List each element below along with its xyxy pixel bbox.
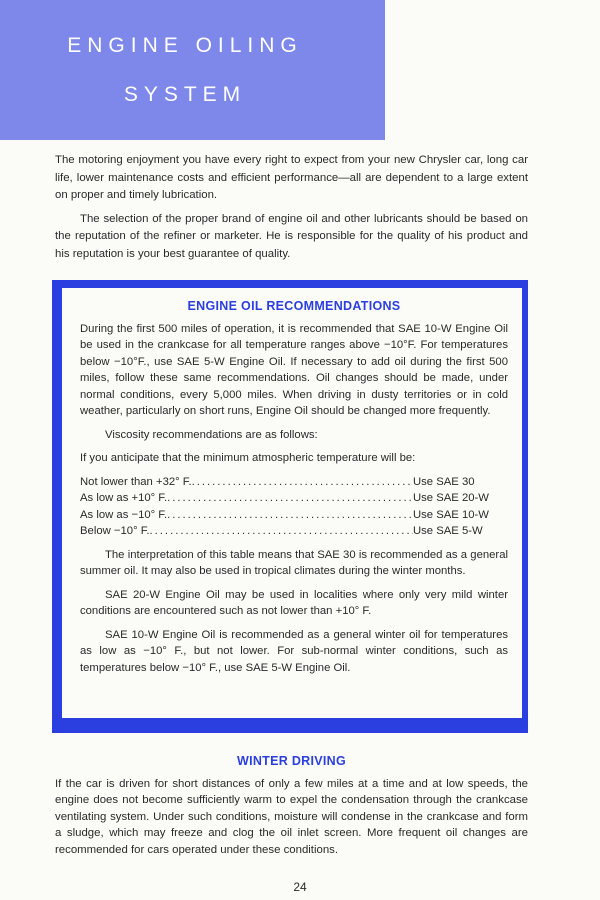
winter-driving-heading: WINTER DRIVING	[236, 754, 347, 768]
page-number: 24	[293, 880, 307, 894]
recommendations-box	[52, 280, 528, 733]
chapter-title-line2: SYSTEM	[123, 83, 247, 106]
viscosity-row	[80, 507, 508, 524]
body-paragraph: If the car is driven for short distances of only a few miles at a time and at low speeds, the engine does not become sufficiently warm to expel the condensation through the crankcase ventilating system. Under such conditions, moisture will condense in the crankcase and form a sludge, which may freeze and clog the oil inlet screen. More frequent oil changes are recommended for cars operated under these conditions.	[55, 777, 528, 856]
viscosity-row	[80, 490, 508, 507]
body-paragraph: Viscosity recommendations are as follows:	[105, 428, 318, 441]
leader-dots	[167, 507, 413, 524]
leader-dots	[192, 474, 413, 491]
temperature-condition: Not lower than +32° F.	[80, 475, 192, 488]
recommendations-box-inner	[62, 288, 522, 718]
body-paragraph: SAE 10-W Engine Oil is recommended as a general winter oil for temperatures as low as −10° F., but not lower. For sub-normal winter conditions, such as temperatures below −10° F., use SAE 5-W Engine Oil.	[80, 628, 508, 674]
intro-paragraph: The motoring enjoyment you have every right to expect from your new Chrysler car, long car life, lower maintenance costs and efficient performance—all are dependent to a large extent on proper and timely lubrication.	[55, 154, 528, 201]
viscosity-table	[80, 474, 508, 540]
body-paragraph: If you anticipate that the minimum atmospheric temperature will be:	[80, 452, 416, 464]
viscosity-row	[80, 523, 508, 540]
oil-grade: Use SAE 20-W	[413, 492, 489, 504]
oil-grade: Use SAE 10-W	[413, 508, 489, 521]
chapter-banner	[0, 0, 385, 140]
viscosity-row	[80, 474, 508, 491]
chapter-title-line1: ENGINE OILING	[67, 34, 303, 57]
oil-grade: Use SAE 30	[413, 475, 475, 488]
body-paragraph: During the first 500 miles of operation, it is recommended that SAE 10-W Engine Oil be used in the crankcase for all temperature ranges above −10°F. For temperatures below −10°F., use SAE 5-W Engine Oil. If necessary to add oil during the first 500 miles, follow these same recommendations. Oil changes should be made, under normal conditions, every 5,000 miles. When driving in dusty territories or in cold weather, particularly on short runs, Engine Oil should be changed more frequently.	[80, 322, 508, 417]
temperature-condition: As low as +10° F.	[80, 492, 168, 504]
recommendations-heading: ENGINE OIL RECOMMENDATIONS	[187, 299, 401, 313]
intro-section	[55, 152, 528, 269]
oil-grade: Use SAE 5-W	[413, 525, 483, 537]
body-paragraph: SAE 20-W Engine Oil may be used in localities where only very mild winter conditions are encountered such as not lower than +10° F.	[80, 588, 508, 617]
body-paragraph: The interpretation of this table means that SAE 30 is recommended as a general summer oil. It may also be used in tropical climates during the winter months.	[80, 548, 508, 577]
temperature-condition: Below −10° F.	[80, 525, 150, 537]
temperature-condition: As low as −10° F.	[80, 508, 168, 521]
leader-dots	[167, 490, 413, 507]
intro-paragraph: The selection of the proper brand of engine oil and other lubricants should be based on the reputation of the refiner or marketer. He is responsible for the quality of his product and his reputation is your best guarantee of quality.	[55, 212, 528, 260]
leader-dots	[150, 523, 413, 540]
winter-driving-section	[55, 753, 528, 859]
